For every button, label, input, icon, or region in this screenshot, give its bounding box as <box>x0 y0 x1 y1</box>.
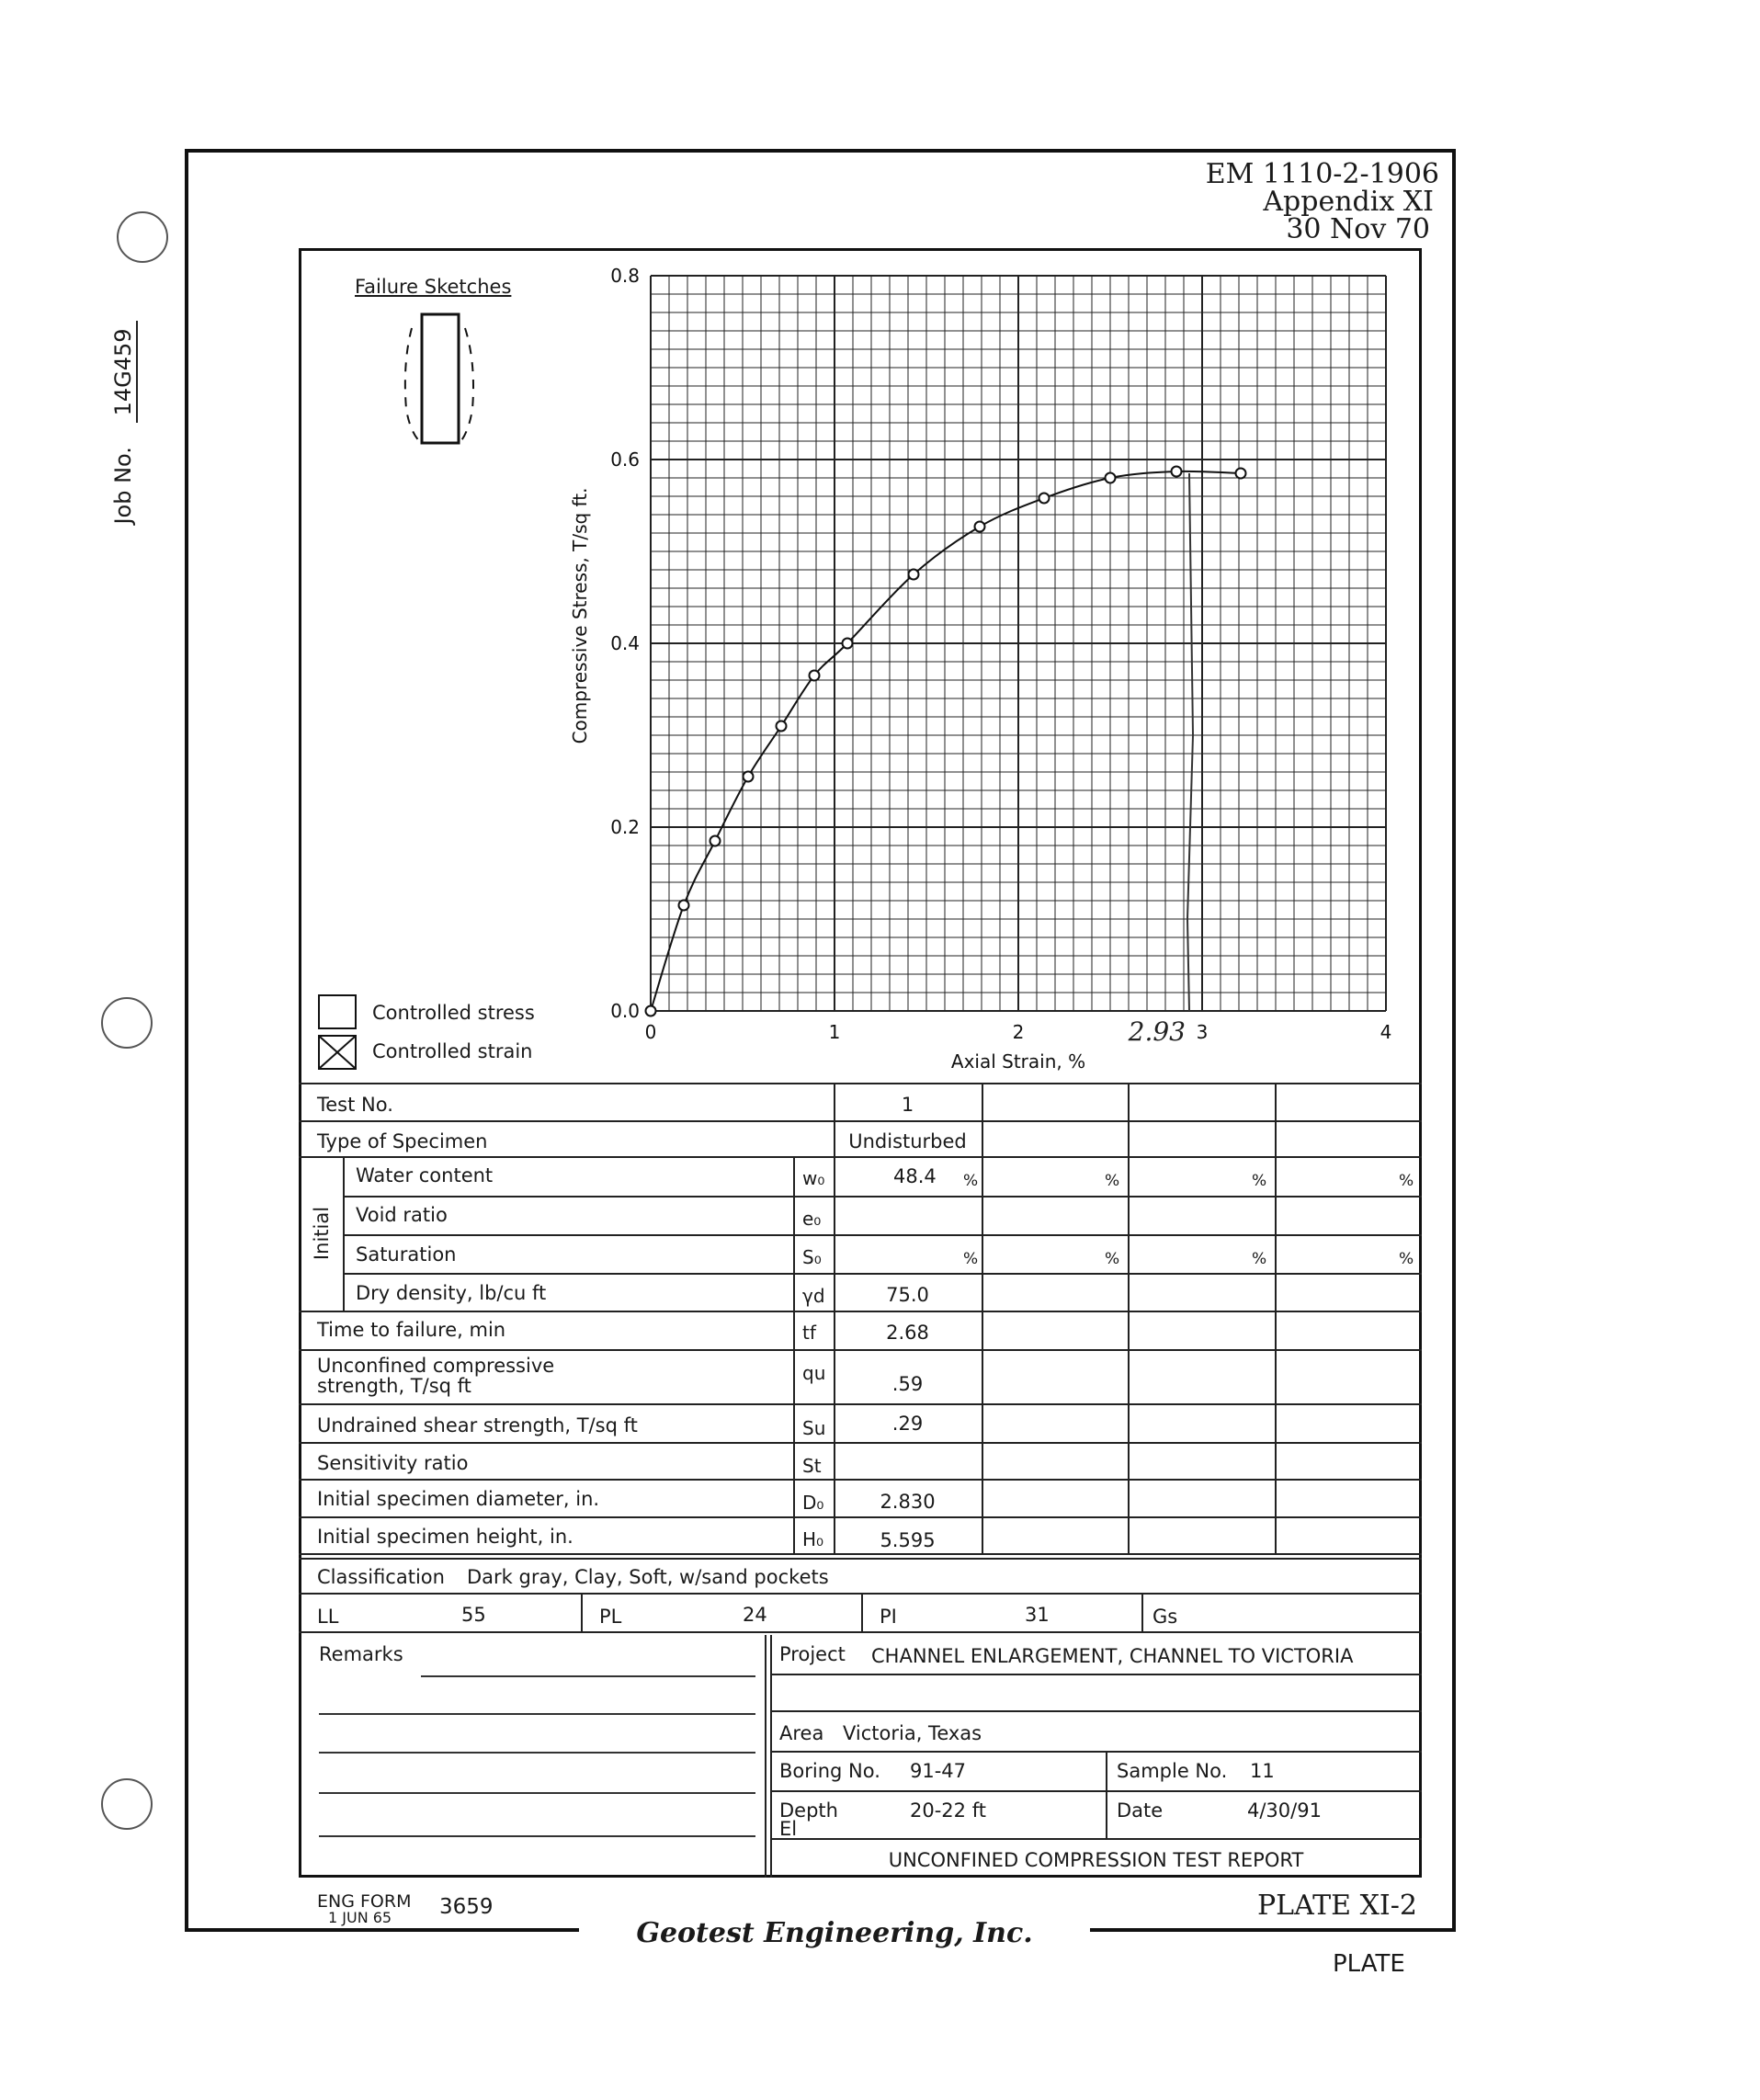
failure-strain-annotation: 2.93 <box>1128 1016 1186 1047</box>
data-point <box>710 836 721 846</box>
plate-bottom-label: PLATE <box>1333 1950 1405 1978</box>
header-line-3: 30 Nov 70 <box>1286 213 1430 245</box>
ucs-symbol: qu <box>802 1362 826 1384</box>
plate-label: PLATE XI-2 <box>1257 1890 1418 1922</box>
classification-value: Dark gray, Clay, Soft, w/sand pockets <box>467 1566 829 1588</box>
remarks-line-4 <box>319 1792 755 1794</box>
diameter-symbol: D₀ <box>802 1492 824 1514</box>
form-number: 3659 <box>439 1895 494 1919</box>
failure-strain-marker <box>1187 473 1193 1011</box>
water-content-value: 48.4 <box>893 1165 937 1187</box>
x-axis-label: Axial Strain, % <box>950 1050 1086 1073</box>
area-label: Area <box>779 1722 824 1744</box>
sample-value: 11 <box>1250 1760 1275 1782</box>
y-tick-label: 0.6 <box>610 448 640 471</box>
dry-density-symbol: γd <box>802 1285 825 1307</box>
saturation-unit-2: % <box>1105 1250 1120 1268</box>
form-label-line-2: 1 JUN 65 <box>328 1909 392 1926</box>
remarks-line-1 <box>421 1675 755 1677</box>
data-point <box>810 671 820 681</box>
shear-strength-label: Undrained shear strength, T/sq ft <box>317 1414 638 1436</box>
height-value: 5.595 <box>880 1529 936 1551</box>
test-no-value: 1 <box>901 1094 914 1116</box>
depth-value: 20-22 ft <box>910 1799 986 1822</box>
boring-label: Boring No. <box>779 1760 880 1782</box>
y-tick-label: 0.0 <box>610 1000 640 1022</box>
pl-label: PL <box>599 1606 622 1628</box>
test-no-label: Test No. <box>317 1094 393 1116</box>
water-content-unit-2: % <box>1105 1172 1120 1190</box>
data-point <box>777 721 787 732</box>
controlled-stress-label: Controlled stress <box>372 1002 535 1024</box>
saturation-unit-3: % <box>1252 1250 1267 1268</box>
data-point <box>679 901 689 911</box>
void-ratio-symbol: e₀ <box>802 1208 822 1230</box>
time-to-failure-value: 2.68 <box>886 1322 929 1344</box>
binder-hole-middle <box>101 997 153 1049</box>
gs-label: Gs <box>1153 1606 1178 1628</box>
water-content-unit-3: % <box>1252 1172 1267 1190</box>
height-symbol: H₀ <box>802 1528 824 1550</box>
failure-sketches-label: Failure Sketches <box>355 276 512 298</box>
specimen-type-label: Type of Specimen <box>317 1130 488 1152</box>
void-ratio-label: Void ratio <box>356 1204 448 1226</box>
x-tick-label: 0 <box>644 1021 657 1043</box>
saturation-unit-1: % <box>963 1250 979 1268</box>
x-tick-label: 4 <box>1380 1021 1392 1043</box>
data-point <box>1039 494 1050 504</box>
water-content-label: Water content <box>356 1164 494 1186</box>
ucs-label-line-1: Unconfined compressive <box>317 1355 555 1377</box>
y-tick-label: 0.4 <box>610 632 640 654</box>
failure-sketch <box>395 308 487 455</box>
data-point <box>1172 467 1182 477</box>
y-axis-label: Compressive Stress, T/sq ft. <box>569 487 591 744</box>
shear-strength-value: .29 <box>891 1413 924 1435</box>
company-name <box>579 1917 1090 1949</box>
pi-label: PI <box>880 1606 897 1628</box>
job-number <box>110 285 147 561</box>
dry-density-value: 75.0 <box>886 1284 929 1306</box>
check-x-icon <box>320 1037 355 1068</box>
project-value: CHANNEL ENLARGEMENT, CHANNEL TO VICTORIA <box>871 1645 1354 1667</box>
water-content-unit-4: % <box>1399 1172 1414 1190</box>
x-tick-label: 1 <box>828 1021 841 1043</box>
company-name-text: Geotest Engineering, Inc. <box>636 1917 1033 1949</box>
controlled-stress-checkbox[interactable] <box>318 994 357 1029</box>
y-tick-label: 0.2 <box>610 816 640 838</box>
job-label: Job No. <box>110 447 136 525</box>
diameter-value: 2.830 <box>880 1491 936 1513</box>
data-point <box>975 522 985 532</box>
ucs-label-line-2: strength, T/sq ft <box>317 1375 471 1397</box>
area-value: Victoria, Texas <box>843 1722 982 1744</box>
header-line-2: Appendix XI <box>1263 186 1434 218</box>
saturation-label: Saturation <box>356 1243 457 1266</box>
data-point <box>843 639 853 649</box>
date-label: Date <box>1117 1799 1164 1822</box>
data-point <box>744 772 754 782</box>
shear-strength-symbol: Su <box>802 1417 826 1439</box>
saturation-unit-4: % <box>1399 1250 1414 1268</box>
depth-label: Depth <box>779 1799 838 1822</box>
remarks-line-2 <box>319 1713 755 1715</box>
data-point <box>909 570 919 580</box>
report-title: UNCONFINED COMPRESSION TEST REPORT <box>888 1849 1304 1871</box>
remarks-label: Remarks <box>319 1643 403 1665</box>
date-value: 4/30/91 <box>1247 1799 1322 1822</box>
diameter-label: Initial specimen diameter, in. <box>317 1488 600 1510</box>
stress-strain-chart <box>551 257 1415 1084</box>
time-to-failure-symbol: tf <box>802 1322 816 1344</box>
sample-label: Sample No. <box>1117 1760 1228 1782</box>
pi-value: 31 <box>1025 1604 1050 1626</box>
el-label: El <box>779 1818 798 1840</box>
time-to-failure-label: Time to failure, min <box>317 1319 506 1341</box>
controlled-strain-label: Controlled strain <box>372 1040 533 1062</box>
binder-hole-bottom <box>101 1778 153 1830</box>
initial-group-label: Initial <box>311 1206 333 1261</box>
classification-label: Classification <box>317 1566 445 1588</box>
header-line-1: EM 1110-2-1906 <box>1205 158 1439 190</box>
data-point <box>1106 473 1116 483</box>
x-tick-label: 3 <box>1196 1021 1209 1043</box>
job-value: 14G459 <box>110 321 138 423</box>
series-line <box>651 471 1241 1011</box>
boring-value: 91-47 <box>910 1760 967 1782</box>
saturation-symbol: S₀ <box>802 1246 822 1268</box>
remarks-line-3 <box>319 1752 755 1754</box>
form-label-line-1: ENG FORM <box>317 1891 412 1912</box>
ll-label: LL <box>317 1606 339 1628</box>
sensitivity-ratio-symbol: St <box>802 1455 822 1477</box>
sensitivity-ratio-label: Sensitivity ratio <box>317 1452 469 1474</box>
specimen-type-value: Undisturbed <box>848 1130 967 1152</box>
data-point <box>1236 469 1246 479</box>
y-tick-label: 0.8 <box>610 265 640 287</box>
pl-value: 24 <box>743 1604 767 1626</box>
water-content-unit-1: % <box>963 1172 979 1190</box>
remarks-line-5 <box>319 1835 755 1837</box>
ucs-value: .59 <box>891 1373 924 1395</box>
project-label: Project <box>779 1643 846 1665</box>
binder-hole-top <box>117 211 168 263</box>
ll-value: 55 <box>461 1604 486 1626</box>
x-tick-label: 2 <box>1012 1021 1025 1043</box>
dry-density-label: Dry density, lb/cu ft <box>356 1282 547 1304</box>
controlled-strain-checkbox[interactable] <box>318 1035 357 1070</box>
height-label: Initial specimen height, in. <box>317 1526 573 1548</box>
water-content-symbol: w₀ <box>802 1167 825 1189</box>
data-point <box>646 1006 656 1016</box>
